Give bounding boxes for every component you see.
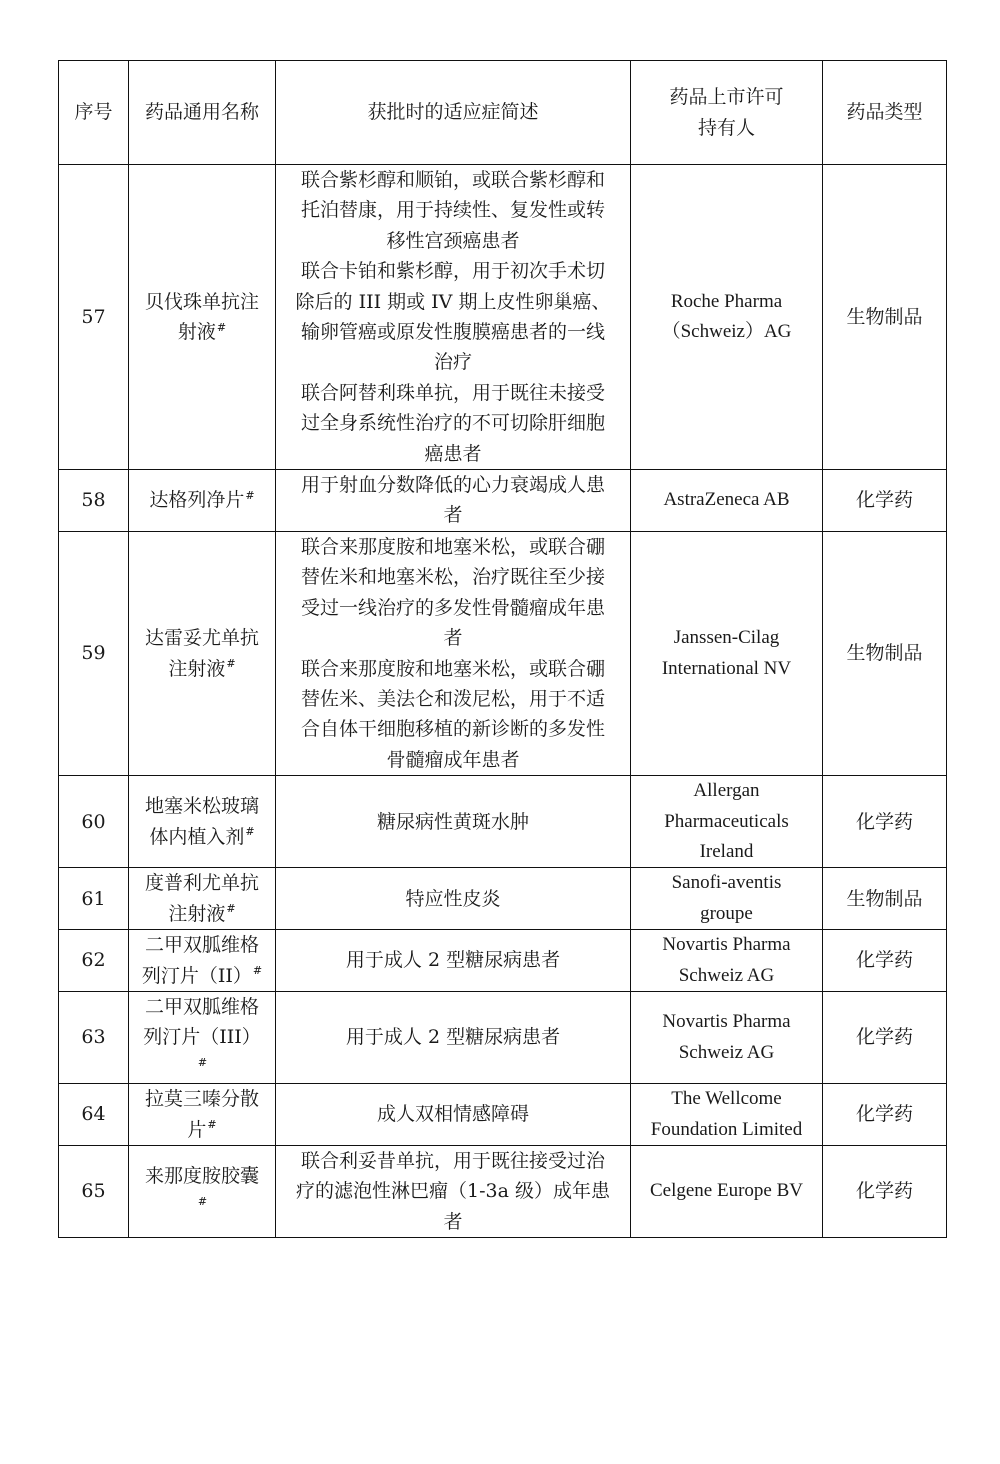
drug-name-line-text: 达格列净片 (149, 489, 245, 512)
indication-line: 糖尿病性黄斑水肿 (376, 810, 529, 833)
cell-drug-type: 生物制品 (823, 165, 947, 470)
cell-drug-name (129, 930, 276, 992)
cell-drug-type: 化学药 (823, 776, 947, 868)
cell-serial-number: 64 (59, 1084, 129, 1146)
drug-name-line (135, 961, 269, 991)
drug-name-line (135, 1115, 269, 1145)
indication-line: 合自体干细胞移植的新诊断的多发性 (300, 718, 605, 741)
indication-line: 用于成人 2 型糖尿病患者 (345, 1026, 561, 1049)
table-row (59, 470, 947, 532)
indication-line: 输卵管癌或原发性腹膜癌患者的一线 (300, 321, 605, 344)
drug-name-line-text: 射液 (177, 321, 216, 344)
indication-line: 者 (443, 1210, 463, 1233)
indication-line: 特应性皮炎 (405, 887, 501, 910)
drug-name-line-text: 列汀片（II） (141, 964, 252, 987)
indication-line: 癌患者 (424, 442, 482, 465)
table-row (59, 165, 947, 470)
drug-name-line (135, 317, 269, 347)
drug-name-line: 二甲双胍维格 (144, 934, 259, 957)
cell-license-holder (631, 991, 823, 1083)
cell-drug-type: 化学药 (823, 1146, 947, 1238)
holder-line: Celgene Europe BV (649, 1180, 803, 1202)
cell-serial-number: 60 (59, 776, 129, 868)
indication-line: 用于成人 2 型糖尿病患者 (345, 949, 561, 972)
cell-drug-name (129, 1146, 276, 1238)
drug-name-line-text: 片 (187, 1118, 207, 1141)
drug-name-line (135, 485, 269, 515)
indication-line: 骨髓瘤成年患者 (386, 748, 520, 771)
drug-name-line: 达雷妥尤单抗 (144, 627, 259, 650)
cell-license-holder (631, 1146, 823, 1238)
cell-drug-name (129, 776, 276, 868)
holder-line: Novartis Pharma (662, 1011, 791, 1033)
header-drug-name: 药品通用名称 (129, 61, 276, 165)
new-drug-mark: # (216, 320, 227, 334)
header-license-holder-line: 持有人 (697, 116, 755, 139)
cell-drug-name (129, 165, 276, 470)
indication-line: 联合来那度胺和地塞米松，或联合硼 (300, 657, 605, 680)
cell-indication (276, 868, 631, 930)
header-drug-type: 药品类型 (823, 61, 947, 165)
indication-line: 治疗 (433, 351, 472, 374)
drug-name-line: 来那度胺胶囊 (144, 1165, 259, 1188)
new-drug-mark: # (252, 964, 263, 978)
holder-line: Pharmaceuticals (664, 810, 789, 832)
table-row (59, 930, 947, 992)
cell-serial-number: 63 (59, 991, 129, 1083)
drug-name-line (135, 654, 269, 684)
new-drug-mark: # (197, 1056, 208, 1070)
new-drug-mark: # (197, 1195, 208, 1209)
holder-line: Sanofi-aventis (671, 872, 782, 894)
holder-line: Schweiz AG (678, 1041, 775, 1063)
cell-drug-name (129, 868, 276, 930)
drug-name-line-text: 注射液 (168, 657, 226, 680)
indication-line: 联合利妥昔单抗，用于既往接受过治 (300, 1150, 605, 1172)
cell-license-holder (631, 930, 823, 992)
table-row (59, 1146, 947, 1238)
indication-line: 替佐米、美法仑和泼尼松，用于不适 (300, 687, 605, 710)
holder-line: Janssen-Cilag (673, 627, 780, 649)
indication-line: 成人双相情感障碍 (376, 1103, 529, 1126)
table-header-row (59, 61, 947, 165)
header-indication: 获批时的适应症简述 (276, 61, 631, 165)
cell-drug-name (129, 991, 276, 1083)
table-body (59, 165, 947, 1238)
drug-name-line (135, 1053, 269, 1083)
cell-serial-number: 59 (59, 531, 129, 775)
new-drug-mark: # (226, 902, 236, 916)
holder-line: Schweiz AG (678, 964, 775, 986)
holder-line: （Schweiz）AG (661, 321, 792, 343)
table-row (59, 531, 947, 775)
holder-line: International NV (661, 657, 792, 679)
drug-name-line-text: 注射液 (168, 902, 226, 925)
indication-line: 用于射血分数降低的心力衰竭成人患 (300, 474, 605, 497)
drug-name-line (135, 899, 269, 929)
holder-line: Foundation Limited (650, 1118, 803, 1140)
holder-line: Novartis Pharma (662, 934, 791, 956)
cell-license-holder (631, 165, 823, 470)
indication-line: 联合卡铂和紫杉醇，用于初次手术切 (300, 260, 605, 283)
new-drug-mark: # (245, 825, 255, 839)
holder-line: Allergan (693, 780, 760, 802)
cell-indication (276, 991, 631, 1083)
indication-line: 者 (443, 627, 463, 650)
cell-license-holder (631, 470, 823, 532)
cell-license-holder (631, 1084, 823, 1146)
cell-indication (276, 470, 631, 532)
cell-indication (276, 1146, 631, 1238)
cell-serial-number: 61 (59, 868, 129, 930)
cell-license-holder (631, 868, 823, 930)
drug-name-line (135, 1192, 269, 1222)
cell-serial-number: 58 (59, 470, 129, 532)
cell-drug-type: 化学药 (823, 470, 947, 532)
drug-approval-table (58, 60, 947, 1238)
indication-line: 联合阿替利珠单抗，用于既往未接受 (300, 381, 605, 404)
cell-drug-name (129, 470, 276, 532)
header-license-holder (631, 61, 823, 165)
holder-line: Roche Pharma (670, 290, 783, 312)
cell-serial-number: 57 (59, 165, 129, 470)
cell-indication (276, 165, 631, 470)
cell-indication (276, 776, 631, 868)
cell-indication (276, 531, 631, 775)
indication-line: 联合紫杉醇和顺铂，或联合紫杉醇和 (300, 169, 605, 191)
indication-line: 过全身系统性治疗的不可切除肝细胞 (300, 412, 605, 435)
header-serial-number: 序号 (59, 61, 129, 165)
table-row (59, 991, 947, 1083)
drug-name-line (135, 822, 269, 852)
cell-drug-name (129, 1084, 276, 1146)
new-drug-mark: # (207, 1118, 217, 1132)
cell-indication (276, 930, 631, 992)
indication-line: 联合来那度胺和地塞米松，或联合硼 (300, 535, 605, 558)
table-row (59, 1084, 947, 1146)
drug-name-line: 度普利尤单抗 (144, 872, 259, 895)
indication-line: 移性宫颈癌患者 (386, 229, 520, 252)
indication-line: 疗的滤泡性淋巴瘤（1-3a 级）成年患 (296, 1180, 610, 1203)
drug-name-line: 列汀片（III） (143, 1026, 261, 1049)
drug-name-line-text: 体内植入剂 (149, 825, 245, 848)
drug-name-line: 拉莫三嗪分散 (144, 1088, 259, 1111)
indication-line: 托泊替康，用于持续性、复发性或转 (300, 199, 605, 222)
holder-line: Ireland (699, 840, 754, 862)
table-row (59, 776, 947, 868)
cell-serial-number: 62 (59, 930, 129, 992)
indication-line: 替佐米和地塞米松，治疗既往至少接 (300, 566, 605, 589)
indication-line: 受过一线治疗的多发性骨髓瘤成年患 (300, 596, 605, 619)
drug-name-line: 贝伐珠单抗注 (144, 290, 259, 313)
holder-line: groupe (700, 902, 753, 924)
cell-serial-number: 65 (59, 1146, 129, 1238)
cell-indication (276, 1084, 631, 1146)
holder-line: AstraZeneca AB (663, 489, 790, 511)
cell-drug-type: 生物制品 (823, 868, 947, 930)
new-drug-mark: # (226, 657, 236, 671)
indication-line: 者 (443, 504, 463, 527)
cell-drug-type: 化学药 (823, 930, 947, 992)
holder-line: The Wellcome (671, 1088, 782, 1110)
table-row (59, 868, 947, 930)
cell-license-holder (631, 531, 823, 775)
cell-drug-type: 生物制品 (823, 531, 947, 775)
cell-drug-type: 化学药 (823, 1084, 947, 1146)
new-drug-mark: # (245, 488, 255, 502)
header-license-holder-line: 药品上市许可 (669, 86, 784, 109)
drug-name-line: 地塞米松玻璃 (144, 795, 259, 818)
cell-drug-name (129, 531, 276, 775)
drug-name-line: 二甲双胍维格 (144, 995, 259, 1018)
indication-line: 除后的 III 期或 IV 期上皮性卵巢癌、 (295, 290, 611, 313)
cell-license-holder (631, 776, 823, 868)
cell-drug-type: 化学药 (823, 991, 947, 1083)
